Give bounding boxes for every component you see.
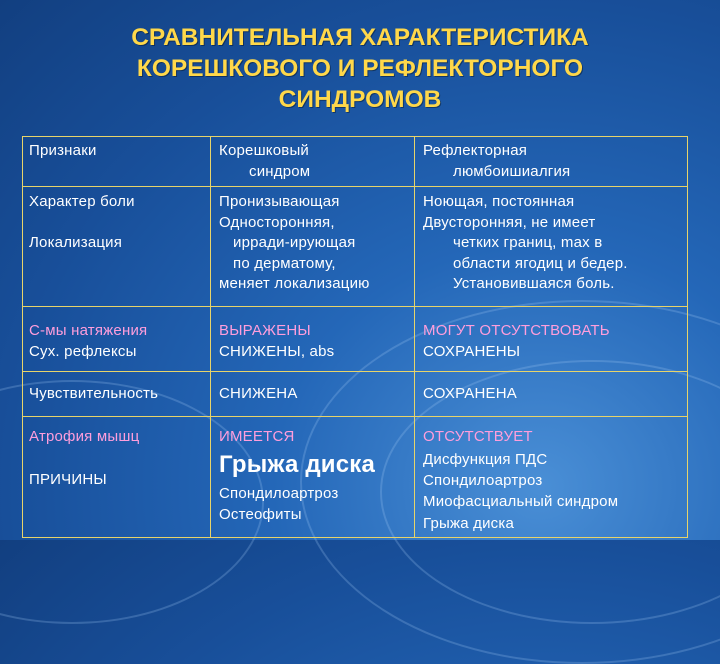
text-line: Двусторонняя, не имеет (423, 213, 596, 231)
radicular-cause-osteophytes: Остеофиты (219, 506, 302, 523)
label-tendon-reflexes: Сух. рефлексы (29, 343, 137, 360)
label-pain-character: Характер боли (29, 193, 135, 210)
reflex-atrophy-value: ОТСУТСТВУЕТ (423, 428, 533, 445)
reflex-cause-myofascial: Миофасциальный синдром (423, 493, 619, 510)
slide-title (60, 22, 660, 115)
title-line: СРАВНИТЕЛЬНАЯ ХАРАКТЕРИСТИКА (131, 24, 589, 51)
radicular-pain-text (219, 192, 370, 295)
header-radicular-line: Корешковый (219, 142, 310, 159)
text-line: области ягодиц и бедер. (453, 254, 628, 272)
text-line: Установившаяся боль. (453, 275, 615, 292)
reflex-cause-spondyloarthrosis: Спондилоартроз (423, 472, 543, 489)
header-reflex (423, 141, 570, 182)
text-line: ирради-ирующая (233, 234, 356, 251)
radicular-cause-hernia: Грыжа диска (219, 451, 376, 478)
row-divider (22, 371, 688, 372)
text-line: по дерматому, (233, 254, 336, 272)
reflex-sensitivity-value: СОХРАНЕНА (423, 385, 517, 402)
column-divider (414, 136, 415, 538)
header-radicular (219, 141, 310, 182)
column-divider (210, 136, 211, 538)
text-line: Односторонняя, (219, 213, 335, 231)
radicular-tension-value: ВЫРАЖЕНЫ (219, 322, 311, 339)
text-line: Пронизывающая (219, 193, 340, 210)
label-causes: ПРИЧИНЫ (29, 471, 107, 488)
reflex-cause-dysfunction: Дисфункция ПДС (423, 451, 548, 468)
row-divider (22, 306, 688, 307)
reflex-pain-text (423, 192, 628, 295)
row-divider (22, 416, 688, 417)
text-line: четких границ, max в (453, 234, 603, 251)
radicular-cause-spondyloarthrosis: Спондилоартроз (219, 485, 339, 502)
label-localization: Локализация (29, 234, 123, 251)
row-divider (22, 186, 688, 187)
title-line: СИНДРОМОВ (278, 86, 442, 113)
radicular-atrophy-value: ИМЕЕТСЯ (219, 428, 295, 445)
text-line: меняет локализацию (219, 275, 370, 292)
label-muscle-atrophy: Атрофия мышц (29, 428, 140, 445)
radicular-sensitivity-value: СНИЖЕНА (219, 385, 298, 402)
header-radicular-line: синдром (249, 162, 311, 180)
label-sensitivity: Чувствительность (29, 385, 159, 402)
header-reflex-line: люмбоишиалгия (453, 162, 571, 180)
label-tension-signs: С-мы натяжения (29, 322, 148, 339)
reflex-tension-value: МОГУТ ОТСУТСТВОВАТЬ (423, 322, 610, 339)
header-signs: Признаки (29, 142, 97, 159)
header-reflex-line: Рефлекторная (423, 142, 528, 159)
radicular-reflexes-value: СНИЖЕНЫ, abs (219, 343, 335, 360)
title-line: КОРЕШКОВОГО И РЕФЛЕКТОРНОГО (136, 55, 584, 82)
reflex-cause-hernia: Грыжа диска (423, 515, 515, 532)
text-line: Ноющая, постоянная (423, 193, 575, 210)
reflex-reflexes-value: СОХРАНЕНЫ (423, 343, 521, 360)
